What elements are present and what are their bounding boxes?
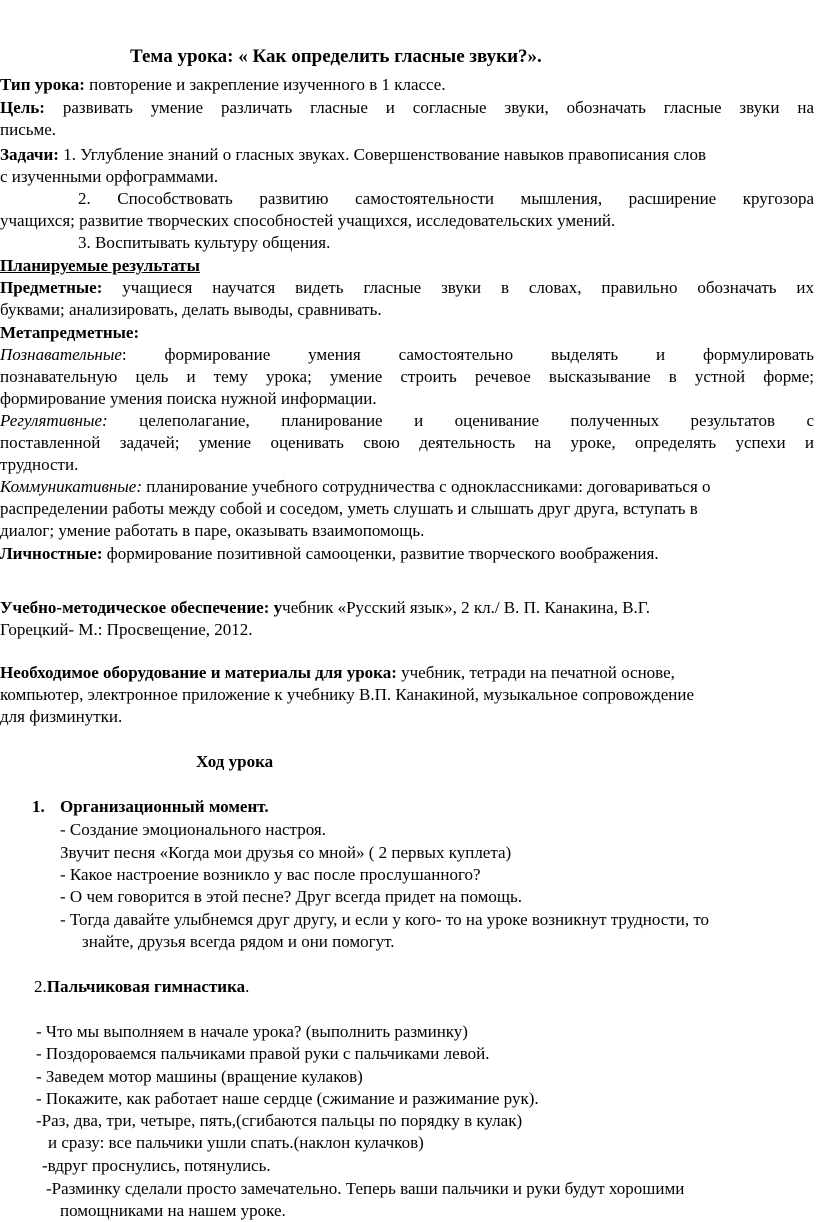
lesson-type — [0, 74, 446, 96]
tasks-line-1 — [0, 144, 706, 166]
section-2-line: -вдруг проснулись, потянулись. — [42, 1156, 271, 1175]
section-2-line: -Разминку сделали просто замечательно. Теперь ваши пальчики и руки будут хорошими — [46, 1179, 685, 1198]
regulatory-label: Регулятивные: — [0, 411, 108, 430]
regulatory-line-1: Регулятивные: целеполагание, планирование и оценивание полученных результатов с — [0, 411, 815, 430]
section-2-line: и сразу: все пальчики ушли спать.(наклон кулачков) — [48, 1133, 424, 1152]
section-2-title: Пальчиковая гимнастика — [46, 977, 246, 996]
cognitive-line-3: формирование умения поиска нужной информации. — [0, 389, 377, 408]
subject-label: Предметные: — [0, 278, 103, 297]
subject-results-line-2: буквами; анализировать, делать выводы, сравнивать. — [0, 300, 382, 319]
task-2-line-2: учащихся; развитие творческих способностей учащихся, исследовательских умений. — [0, 211, 616, 230]
goal-line-2: письме. — [0, 120, 57, 139]
planned-results-heading: Планируемые результаты — [0, 256, 200, 275]
equipment-line-1: Необходимое оборудование и материалы для урока: учебник, тетради на печатной основе, — [0, 663, 675, 682]
section-2-line: - Покажите, как работает наше сердце (сжимание и разжимание рук). — [36, 1089, 539, 1108]
goal-line-1 — [0, 97, 814, 119]
task-1-text: 1. Углубление знаний о гласных звуках. Совершенствование навыков правописания слов — [58, 145, 707, 164]
task-2-line-1: 2. Способствовать развитию самостоятельности мышления, расширение кругозора — [78, 189, 814, 208]
lesson-title: Тема урока: « Как определить гласные звуки?». — [130, 46, 542, 67]
support-line-1: Учебно-методическое обеспечение: учебник «Русский язык», 2 кл./ В. П. Канакина, В.Г. — [0, 598, 650, 617]
regulatory-line-2: поставленной задачей; умение оценивать свою деятельность на уроке, определять успехи и — [0, 433, 814, 452]
communicative-line-3: диалог; умение работать в паре, оказывать взаимопомощь. — [0, 521, 425, 540]
section-2-line: -Раз, два, три, четыре, пять,(сгибаются пальцы по порядку в кулак) — [36, 1111, 523, 1130]
tasks-line-2: с изученными орфограммами. — [0, 167, 219, 186]
section-1-number: 1. — [32, 797, 45, 816]
section-1-line: знайте, друзья всегда рядом и они помогут. — [82, 932, 395, 951]
personal-results: Личностные: формирование позитивной самооценки, развитие творческого воображения. — [0, 544, 659, 563]
section-2-line: - Что мы выполняем в начале урока? (выполнить разминку) — [36, 1022, 468, 1041]
goal-label: Цель: — [0, 98, 45, 117]
section-2-heading: 2.Пальчиковая гимнастика. — [34, 977, 250, 996]
section-1-line: Звучит песня «Когда мои друзья со мной» ( 2 первых куплета) — [60, 843, 512, 862]
goal-text: развивать умение различать гласные и согласные звуки, обозначать гласные звуки на — [62, 98, 814, 117]
cognitive-label: Познавательные — [0, 345, 122, 364]
cognitive-line-2: познавательную цель и тему урока; умение строить речевое высказывание в устной форме; — [0, 367, 814, 386]
equipment-line-3: для физминутки. — [0, 707, 123, 726]
lesson-type-label: Тип урока: — [0, 75, 85, 94]
support-label: Учебно-методическое обеспечение: у — [0, 598, 283, 617]
equipment-label: Необходимое оборудование и материалы для урока: — [0, 663, 397, 682]
cognitive-line-1: Познавательные: формирование умения самостоятельно выделять и формулировать — [0, 345, 814, 364]
equipment-line-2: компьютер, электронное приложение к учебнику В.П. Канакиной, музыкальное сопровождение — [0, 685, 695, 704]
communicative-label: Коммуникативные: — [0, 477, 143, 496]
personal-label: Личностные: — [0, 544, 103, 563]
communicative-line-2: распределении работы между собой и соседом, уметь слушать и слышать друг друга, вступать в — [0, 499, 698, 518]
section-1-line: - О чем говорится в этой песне? Друг всегда придет на помощь. — [60, 887, 523, 906]
meta-heading: Метапредметные: — [0, 323, 140, 342]
task-3: 3. Воспитывать культуру общения. — [78, 233, 331, 252]
regulatory-line-3: трудности. — [0, 455, 79, 474]
tasks-label: Задачи: — [0, 145, 59, 164]
section-1-line: - Тогда давайте улыбнемся друг другу, и если у кого- то на уроке возникнут трудности, то — [60, 910, 710, 929]
section-2-line: помощниками на нашем уроке. — [60, 1201, 286, 1220]
lesson-flow-heading: Ход урока — [196, 752, 274, 771]
subject-results-line-1: Предметные: учащиеся научатся видеть гласные звуки в словах, правильно обозначать их — [0, 278, 815, 297]
section-1-title: Организационный момент. — [60, 797, 269, 816]
lesson-type-text: повторение и закрепление изученного в 1 классе. — [84, 75, 446, 94]
section-1-line: - Какое настроение возникло у вас после прослушанного? — [60, 865, 481, 884]
section-2-line: - Заведем мотор машины (вращение кулаков) — [36, 1067, 363, 1086]
section-1-line: - Создание эмоционального настроя. — [60, 820, 326, 839]
section-2-line: - Поздороваемся пальчиками правой руки с пальчиками левой. — [36, 1044, 490, 1063]
support-line-2: Горецкий- М.: Просвещение, 2012. — [0, 620, 253, 639]
communicative-line-1: Коммуникативные: планирование учебного сотрудничества с одноклассниками: договариваться о — [0, 477, 711, 496]
